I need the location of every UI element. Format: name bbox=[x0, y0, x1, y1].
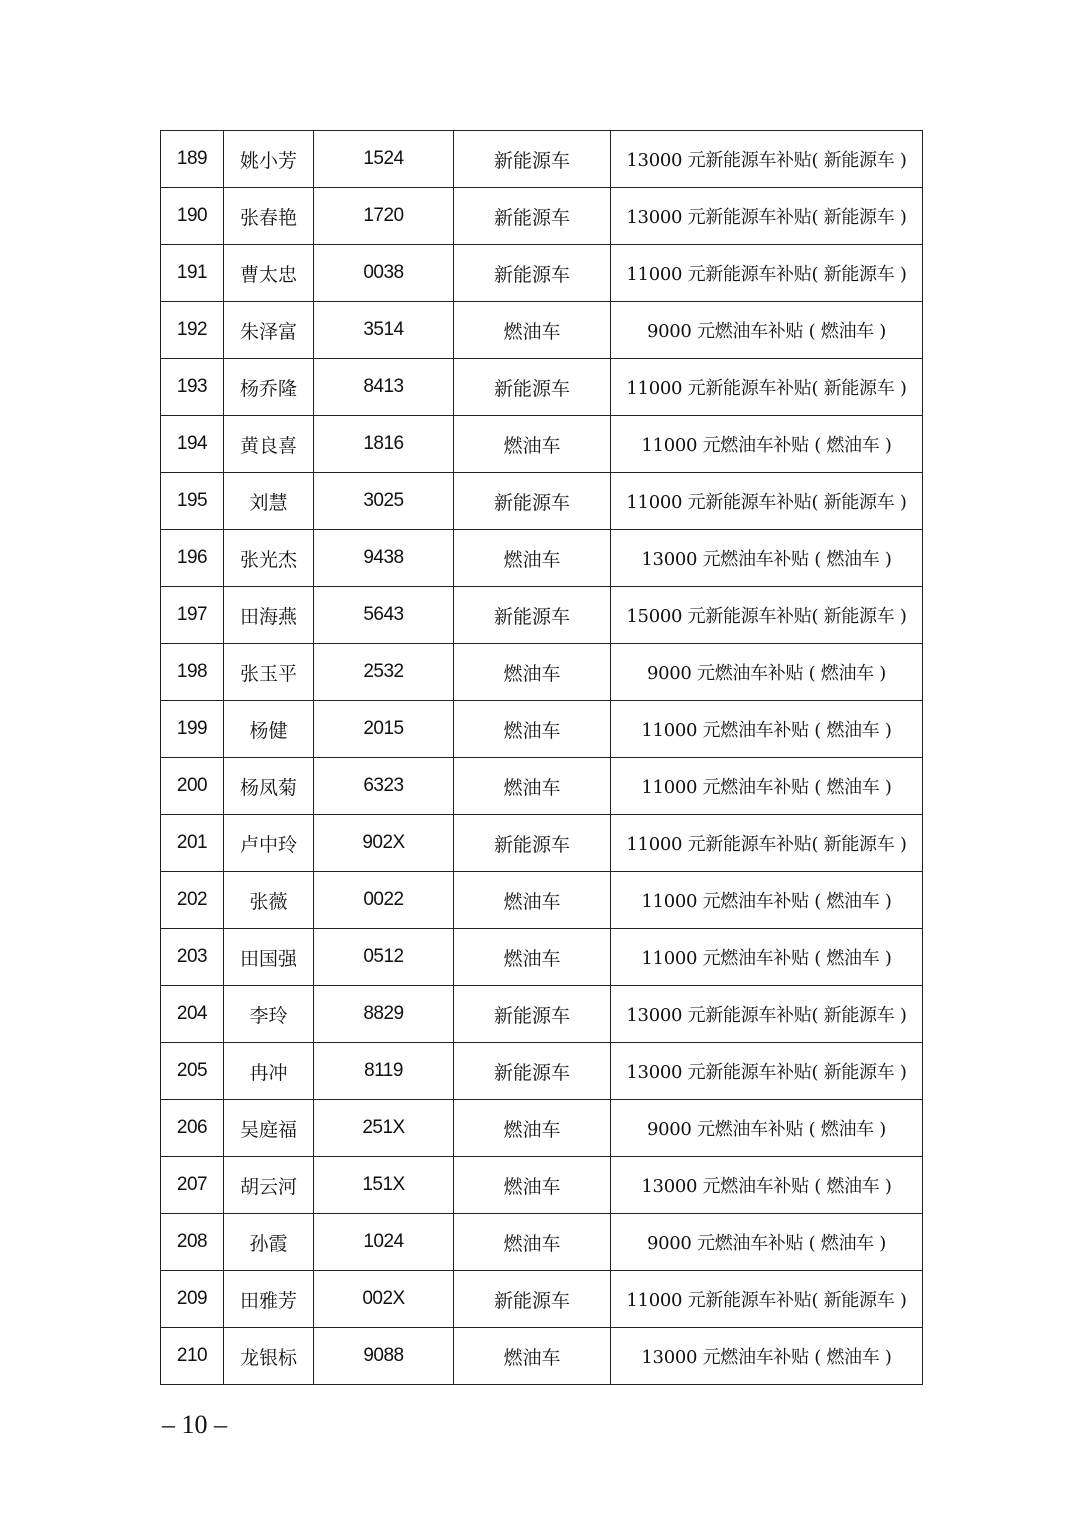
row-number-cell: 191 bbox=[161, 245, 224, 302]
table-row bbox=[161, 701, 923, 758]
vehicle-type-cell: 燃油车 bbox=[454, 530, 611, 587]
subsidy-cell: 11000 元燃油车补贴 ( 燃油车 ) bbox=[611, 416, 923, 473]
row-number-cell: 208 bbox=[161, 1214, 224, 1271]
subsidy-cell: 13000 元燃油车补贴 ( 燃油车 ) bbox=[611, 1157, 923, 1214]
name-cell: 姚小芳 bbox=[224, 131, 314, 188]
id-suffix-cell: 8413 bbox=[314, 359, 454, 416]
table-row bbox=[161, 1043, 923, 1100]
table-row bbox=[161, 644, 923, 701]
name-cell: 田雅芳 bbox=[224, 1271, 314, 1328]
subsidy-cell: 9000 元燃油车补贴 ( 燃油车 ) bbox=[611, 1100, 923, 1157]
table-row bbox=[161, 302, 923, 359]
name-cell: 胡云河 bbox=[224, 1157, 314, 1214]
table-row bbox=[161, 131, 923, 188]
row-number-cell: 201 bbox=[161, 815, 224, 872]
table-row bbox=[161, 1157, 923, 1214]
table-row bbox=[161, 416, 923, 473]
table-row bbox=[161, 872, 923, 929]
id-suffix-cell: 0512 bbox=[314, 929, 454, 986]
name-cell: 卢中玲 bbox=[224, 815, 314, 872]
vehicle-type-cell: 燃油车 bbox=[454, 416, 611, 473]
name-cell: 张春艳 bbox=[224, 188, 314, 245]
subsidy-cell: 13000 元燃油车补贴 ( 燃油车 ) bbox=[611, 530, 923, 587]
vehicle-type-cell: 燃油车 bbox=[454, 302, 611, 359]
vehicle-type-cell: 燃油车 bbox=[454, 644, 611, 701]
row-number-cell: 195 bbox=[161, 473, 224, 530]
table-row bbox=[161, 815, 923, 872]
name-cell: 黄良喜 bbox=[224, 416, 314, 473]
subsidy-cell: 11000 元新能源车补贴( 新能源车 ) bbox=[611, 1271, 923, 1328]
id-suffix-cell: 002X bbox=[314, 1271, 454, 1328]
name-cell: 孙霞 bbox=[224, 1214, 314, 1271]
vehicle-type-cell: 新能源车 bbox=[454, 473, 611, 530]
name-cell: 张薇 bbox=[224, 872, 314, 929]
subsidy-cell: 11000 元燃油车补贴 ( 燃油车 ) bbox=[611, 701, 923, 758]
vehicle-type-cell: 燃油车 bbox=[454, 872, 611, 929]
name-cell: 刘慧 bbox=[224, 473, 314, 530]
subsidy-cell: 11000 元新能源车补贴( 新能源车 ) bbox=[611, 245, 923, 302]
vehicle-type-cell: 燃油车 bbox=[454, 929, 611, 986]
table-row bbox=[161, 1214, 923, 1271]
table-row bbox=[161, 473, 923, 530]
vehicle-type-cell: 新能源车 bbox=[454, 1043, 611, 1100]
name-cell: 朱泽富 bbox=[224, 302, 314, 359]
vehicle-type-cell: 新能源车 bbox=[454, 188, 611, 245]
subsidy-table bbox=[160, 130, 923, 1385]
table-row bbox=[161, 359, 923, 416]
name-cell: 张玉平 bbox=[224, 644, 314, 701]
id-suffix-cell: 1720 bbox=[314, 188, 454, 245]
subsidy-cell: 11000 元新能源车补贴( 新能源车 ) bbox=[611, 473, 923, 530]
row-number-cell: 189 bbox=[161, 131, 224, 188]
id-suffix-cell: 251X bbox=[314, 1100, 454, 1157]
table-row bbox=[161, 188, 923, 245]
subsidy-cell: 11000 元燃油车补贴 ( 燃油车 ) bbox=[611, 758, 923, 815]
vehicle-type-cell: 燃油车 bbox=[454, 758, 611, 815]
name-cell: 张光杰 bbox=[224, 530, 314, 587]
table-row bbox=[161, 530, 923, 587]
name-cell: 杨乔隆 bbox=[224, 359, 314, 416]
table-row bbox=[161, 929, 923, 986]
subsidy-cell: 13000 元新能源车补贴( 新能源车 ) bbox=[611, 131, 923, 188]
subsidy-cell: 11000 元燃油车补贴 ( 燃油车 ) bbox=[611, 929, 923, 986]
subsidy-cell: 11000 元新能源车补贴( 新能源车 ) bbox=[611, 815, 923, 872]
subsidy-cell: 15000 元新能源车补贴( 新能源车 ) bbox=[611, 587, 923, 644]
name-cell: 杨健 bbox=[224, 701, 314, 758]
row-number-cell: 196 bbox=[161, 530, 224, 587]
vehicle-type-cell: 燃油车 bbox=[454, 1100, 611, 1157]
vehicle-type-cell: 新能源车 bbox=[454, 131, 611, 188]
name-cell: 冉冲 bbox=[224, 1043, 314, 1100]
id-suffix-cell: 9438 bbox=[314, 530, 454, 587]
vehicle-type-cell: 新能源车 bbox=[454, 359, 611, 416]
subsidy-cell: 11000 元新能源车补贴( 新能源车 ) bbox=[611, 359, 923, 416]
row-number-cell: 197 bbox=[161, 587, 224, 644]
vehicle-type-cell: 新能源车 bbox=[454, 245, 611, 302]
row-number-cell: 200 bbox=[161, 758, 224, 815]
row-number-cell: 202 bbox=[161, 872, 224, 929]
row-number-cell: 193 bbox=[161, 359, 224, 416]
name-cell: 田国强 bbox=[224, 929, 314, 986]
row-number-cell: 204 bbox=[161, 986, 224, 1043]
subsidy-cell: 13000 元燃油车补贴 ( 燃油车 ) bbox=[611, 1328, 923, 1385]
id-suffix-cell: 1524 bbox=[314, 131, 454, 188]
subsidy-cell: 13000 元新能源车补贴( 新能源车 ) bbox=[611, 986, 923, 1043]
id-suffix-cell: 2532 bbox=[314, 644, 454, 701]
vehicle-type-cell: 新能源车 bbox=[454, 815, 611, 872]
row-number-cell: 207 bbox=[161, 1157, 224, 1214]
name-cell: 李玲 bbox=[224, 986, 314, 1043]
id-suffix-cell: 6323 bbox=[314, 758, 454, 815]
row-number-cell: 194 bbox=[161, 416, 224, 473]
name-cell: 吴庭福 bbox=[224, 1100, 314, 1157]
vehicle-type-cell: 新能源车 bbox=[454, 587, 611, 644]
vehicle-type-cell: 燃油车 bbox=[454, 1157, 611, 1214]
row-number-cell: 203 bbox=[161, 929, 224, 986]
id-suffix-cell: 2015 bbox=[314, 701, 454, 758]
vehicle-type-cell: 新能源车 bbox=[454, 986, 611, 1043]
table-row bbox=[161, 986, 923, 1043]
id-suffix-cell: 8829 bbox=[314, 986, 454, 1043]
subsidy-cell: 11000 元燃油车补贴 ( 燃油车 ) bbox=[611, 872, 923, 929]
name-cell: 曹太忠 bbox=[224, 245, 314, 302]
name-cell: 杨凤菊 bbox=[224, 758, 314, 815]
id-suffix-cell: 1024 bbox=[314, 1214, 454, 1271]
row-number-cell: 190 bbox=[161, 188, 224, 245]
id-suffix-cell: 1816 bbox=[314, 416, 454, 473]
id-suffix-cell: 3025 bbox=[314, 473, 454, 530]
table-row bbox=[161, 1100, 923, 1157]
id-suffix-cell: 0022 bbox=[314, 872, 454, 929]
row-number-cell: 199 bbox=[161, 701, 224, 758]
name-cell: 田海燕 bbox=[224, 587, 314, 644]
name-cell: 龙银标 bbox=[224, 1328, 314, 1385]
id-suffix-cell: 902X bbox=[314, 815, 454, 872]
row-number-cell: 192 bbox=[161, 302, 224, 359]
subsidy-cell: 13000 元新能源车补贴( 新能源车 ) bbox=[611, 188, 923, 245]
subsidy-cell: 13000 元新能源车补贴( 新能源车 ) bbox=[611, 1043, 923, 1100]
table-row bbox=[161, 587, 923, 644]
vehicle-type-cell: 燃油车 bbox=[454, 701, 611, 758]
vehicle-type-cell: 燃油车 bbox=[454, 1328, 611, 1385]
subsidy-cell: 9000 元燃油车补贴 ( 燃油车 ) bbox=[611, 644, 923, 701]
row-number-cell: 205 bbox=[161, 1043, 224, 1100]
id-suffix-cell: 3514 bbox=[314, 302, 454, 359]
vehicle-type-cell: 新能源车 bbox=[454, 1271, 611, 1328]
vehicle-type-cell: 燃油车 bbox=[454, 1214, 611, 1271]
table-row bbox=[161, 245, 923, 302]
id-suffix-cell: 9088 bbox=[314, 1328, 454, 1385]
table-row bbox=[161, 758, 923, 815]
row-number-cell: 198 bbox=[161, 644, 224, 701]
table-row bbox=[161, 1328, 923, 1385]
row-number-cell: 210 bbox=[161, 1328, 224, 1385]
page-number: – 10 – bbox=[162, 1410, 227, 1439]
table-row bbox=[161, 1271, 923, 1328]
id-suffix-cell: 8119 bbox=[314, 1043, 454, 1100]
subsidy-cell: 9000 元燃油车补贴 ( 燃油车 ) bbox=[611, 302, 923, 359]
subsidy-cell: 9000 元燃油车补贴 ( 燃油车 ) bbox=[611, 1214, 923, 1271]
id-suffix-cell: 5643 bbox=[314, 587, 454, 644]
id-suffix-cell: 151X bbox=[314, 1157, 454, 1214]
table-body bbox=[161, 131, 923, 1385]
row-number-cell: 206 bbox=[161, 1100, 224, 1157]
id-suffix-cell: 0038 bbox=[314, 245, 454, 302]
row-number-cell: 209 bbox=[161, 1271, 224, 1328]
